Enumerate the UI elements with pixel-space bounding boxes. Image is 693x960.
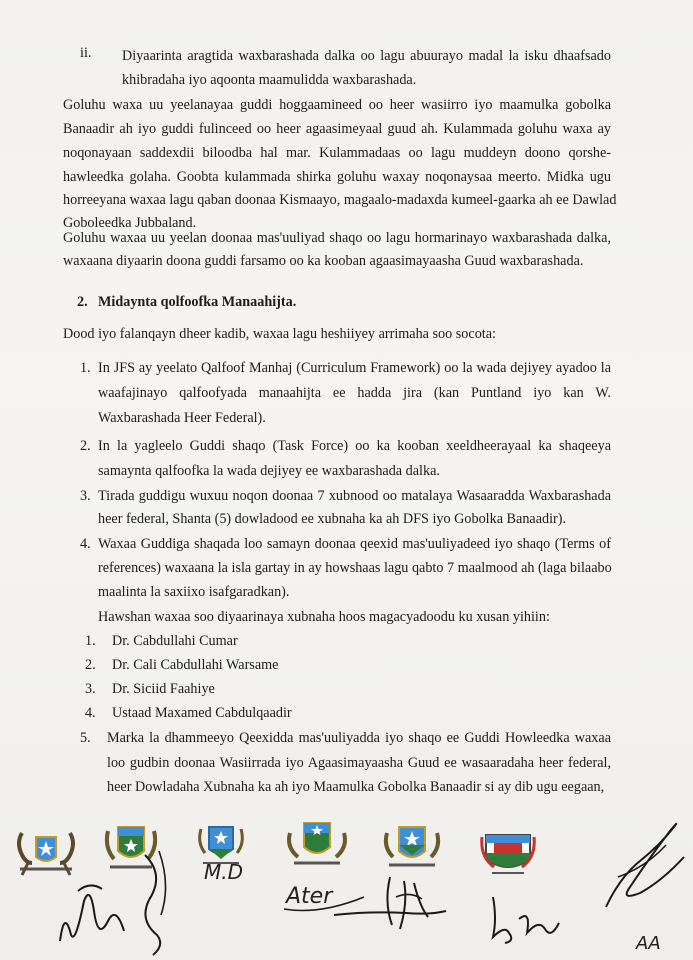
text-line: Goboleedka Jubbaland.	[63, 215, 197, 231]
list-number: 3.	[85, 681, 96, 697]
text-line: references) waxaana la isla gartay in ay howshaas lagu qabto 7 maalmood ah (laga bilaabo	[98, 560, 612, 576]
text-line: waafajinayo qalfoofyada manaahijta ee hadda jira (kan Puntland iyo kan W.	[98, 385, 611, 401]
text-line: khibradaha iyo aqoonta maamulidda waxbarashada.	[122, 72, 417, 88]
text-line: samaynta qalfoofka la wada dejiyey ee waxbarashada dalka.	[98, 463, 440, 479]
text-line: Hawshan waxaa soo diyaarinaya xubnaha hoos magacyadoodu ku xusan yihiin:	[98, 609, 550, 625]
signature-md	[200, 853, 260, 887]
text-line: Diyaarinta aragtida waxbarashada dalka oo lagu abuurayo madal la isku dhaafsado	[122, 48, 611, 64]
signature	[135, 845, 175, 960]
list-number: 2.	[80, 438, 91, 454]
text-line: In JFS ay yeelato Qalfoof Manhaj (Curriculum Framework) oo la wada dejiyey ayadoo la	[98, 360, 611, 376]
text-line: Waxaa Guddiga shaqada loo samayn doonaa qeexid mas'uuliyadeed iyo shaqo (Terms of	[98, 536, 611, 552]
text-line: hawleedka golaha. Goobta kulammada shirka goluhu waxay noqonaysaa meerto. Midka ugu	[63, 169, 611, 185]
emblems-and-signatures	[0, 815, 693, 960]
text-line: Goluhu waxa uu yeelanayaa guddi hoggaamineed oo heer wasiirro iyo maamulka gobolka	[63, 97, 611, 113]
list-marker: ii.	[80, 45, 92, 61]
text-line: noqonayaan saddexdii biloodba hal mar. Kulammadaas oo lagu muddeyn doono qorshe-	[63, 145, 611, 161]
svg-text:M.D: M.D	[204, 860, 244, 884]
text-line: Waxbarashada Heer Federal).	[98, 410, 266, 426]
hirshabelle-emblem	[284, 815, 350, 873]
svg-text:AA: AA	[636, 933, 661, 954]
list-number: 4.	[80, 536, 91, 552]
signature	[50, 881, 130, 959]
list-number: 4.	[85, 705, 96, 721]
signature	[600, 817, 690, 913]
svg-text:Ater: Ater	[286, 884, 333, 909]
puntland-emblem	[478, 823, 538, 881]
text-line: loo gudbin doonaa Wasiirrada iyo Agaasimayaasha Guud ee wasaaradaha heer federal,	[107, 755, 611, 771]
initials-aa	[632, 927, 688, 957]
text-line: Tirada guddigu wuxuu noqon doonaa 7 xubnood oo matalaya Wasaaradda Waxbarashada	[98, 488, 611, 504]
text-line: maalinta la saxiixo isafgaradkan).	[98, 584, 290, 600]
text-line: In la yagleelo Guddi shaqo (Task Force) oo ka kooban xeeldheerayaal ka shaqeeya	[98, 438, 611, 454]
text-line: heer federal, Shanta (5) dowladood ee xubnaha ka ah DFS iyo Gobolka Banaadir).	[98, 511, 567, 527]
member-name: Ustaad Maxamed Cabdulqaadir	[112, 705, 292, 721]
text-line: Banaadir ah iyo guddi fulinceed oo heer agaasimeyaal guud ah. Kulammada goluhu waxa ay	[63, 121, 611, 137]
text-line: Marka la dhammeeyo Qeexidda mas'uuliyadda iyo shaqo ee Guddi Howleedka waxaa	[107, 730, 611, 746]
member-name: Dr. Cabdullahi Cumar	[112, 633, 238, 649]
text-line: Dood iyo falanqayn dheer kadib, waxaa lagu heshiiyey arrimaha soo socota:	[63, 326, 496, 342]
member-name: Dr. Cali Cabdullahi Warsame	[112, 657, 279, 673]
list-number: 1.	[80, 360, 91, 376]
list-number: 3.	[80, 488, 91, 504]
signature	[485, 889, 565, 949]
text-line: waxaana diyaarin doona guddi farsamo oo ka kooban agaasimayaasha Guud waxbarashada.	[63, 253, 584, 269]
section-number: 2.	[77, 294, 88, 310]
list-number: 1.	[85, 633, 96, 649]
section-title: Midaynta qolfoofka Manaahijta.	[98, 294, 297, 310]
text-line: heer Dowladaha Xubnaha ka ah iyo Maamulka Gobolka Banaadir si ay dib ugu eegaan,	[107, 779, 605, 795]
somalia-federal-emblem	[14, 823, 78, 881]
text-line: horreeyana waxaa lagu qaban doonaa Kismaayo, magaalo-madaxda kumeel-gaarka ah ee Dawlad	[63, 192, 617, 208]
list-number: 5.	[80, 730, 91, 746]
member-name: Dr. Siciid Faahiye	[112, 681, 215, 697]
text-line: Goluhu waxaa uu yeelan doonaa mas'uuliyad shaqo oo lagu hormarinayo waxbarashada dalka,	[63, 230, 611, 246]
signature	[330, 873, 450, 933]
galmudug-emblem	[381, 819, 443, 875]
list-number: 2.	[85, 657, 96, 673]
